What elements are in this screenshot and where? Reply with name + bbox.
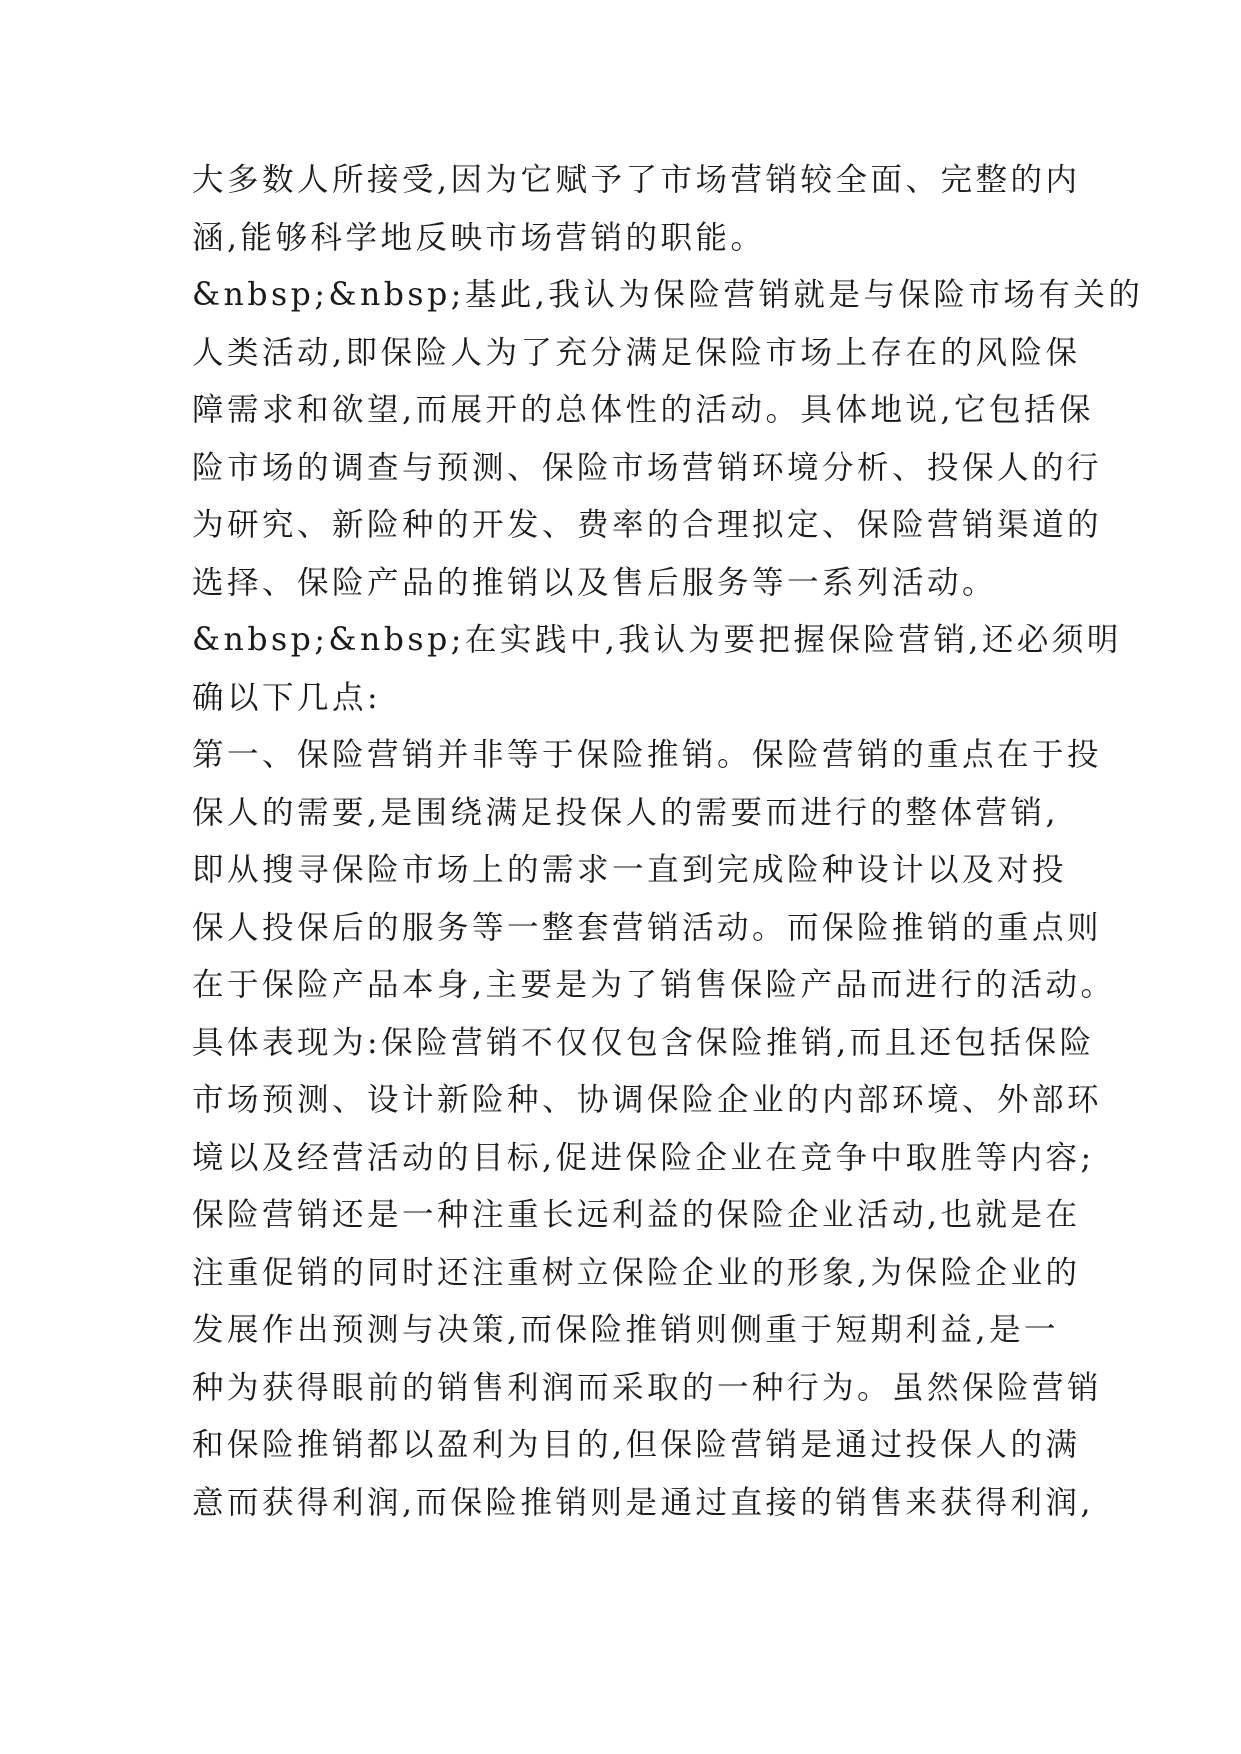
text-line: 境以及经营活动的目标,促进保险企业在竞争中取胜等内容;	[192, 1139, 1095, 1176]
text-line: 第一、保险营销并非等于保险推销。保险营销的重点在于投	[192, 737, 1103, 773]
text-line: 市场预测、设计新险种、协调保险企业的内部环境、外部环	[192, 1082, 1103, 1118]
text-line: 意而获得利润,而保险推销则是通过直接的销售来获得利润,	[192, 1484, 1095, 1521]
text-line: 为研究、新险种的开发、费率的合理拟定、保险营销渠道的	[192, 507, 1103, 543]
text-line: 在于保险产品本身,主要是为了销售保险产品而进行的活动。	[192, 967, 1116, 1003]
text-line: 注重促销的同时还注重树立保险企业的形象,为保险企业的	[192, 1254, 1081, 1291]
text-line: 人类活动,即保险人为了充分满足保险市场上存在的风险保	[192, 334, 1081, 371]
text-line: 保人投保后的服务等一整套营销活动。而保险推销的重点则	[192, 909, 1103, 946]
text-line: &nbsp;&nbsp;基此,我认为保险营销就是与保险市场有关的	[192, 277, 1144, 313]
text-line: 和保险推销都以盈利为目的,但保险营销是通过投保人的满	[192, 1427, 1081, 1463]
text-line: 大多数人所接受,因为它赋予了市场营销较全面、完整的内	[192, 162, 1081, 198]
text-line: 具体表现为:保险营销不仅仅包含保险推销,而且还包括保险	[192, 1024, 1095, 1061]
text-line: 选择、保险产品的推销以及售后服务等一系列活动。	[192, 564, 998, 601]
text-line: 保险营销还是一种注重长远利益的保险企业活动,也就是在	[192, 1197, 1081, 1233]
text-line: 保人的需要,是围绕满足投保人的需要而进行的整体营销,	[192, 794, 1060, 831]
text-line: 种为获得眼前的销售利润而采取的一种行为。虽然保险营销	[192, 1369, 1103, 1406]
text-line: 发展作出预测与决策,而保险推销则侧重于短期利益,是一	[192, 1312, 1060, 1348]
text-line: 障需求和欲望,而展开的总体性的活动。具体地说,它包括保	[192, 392, 1095, 428]
text-line: 确以下几点:	[192, 679, 382, 716]
text-line: 险市场的调查与预测、保险市场营销环境分析、投保人的行	[192, 449, 1103, 486]
text-line: &nbsp;&nbsp;在实践中,我认为要把握保险营销,还必须明	[192, 622, 1122, 658]
text-line: 涵,能够科学地反映市场营销的职能。	[192, 219, 766, 256]
body-text	[192, 152, 1144, 1532]
text-line: 即从搜寻保险市场上的需求一直到完成险种设计以及对投	[192, 852, 1068, 888]
